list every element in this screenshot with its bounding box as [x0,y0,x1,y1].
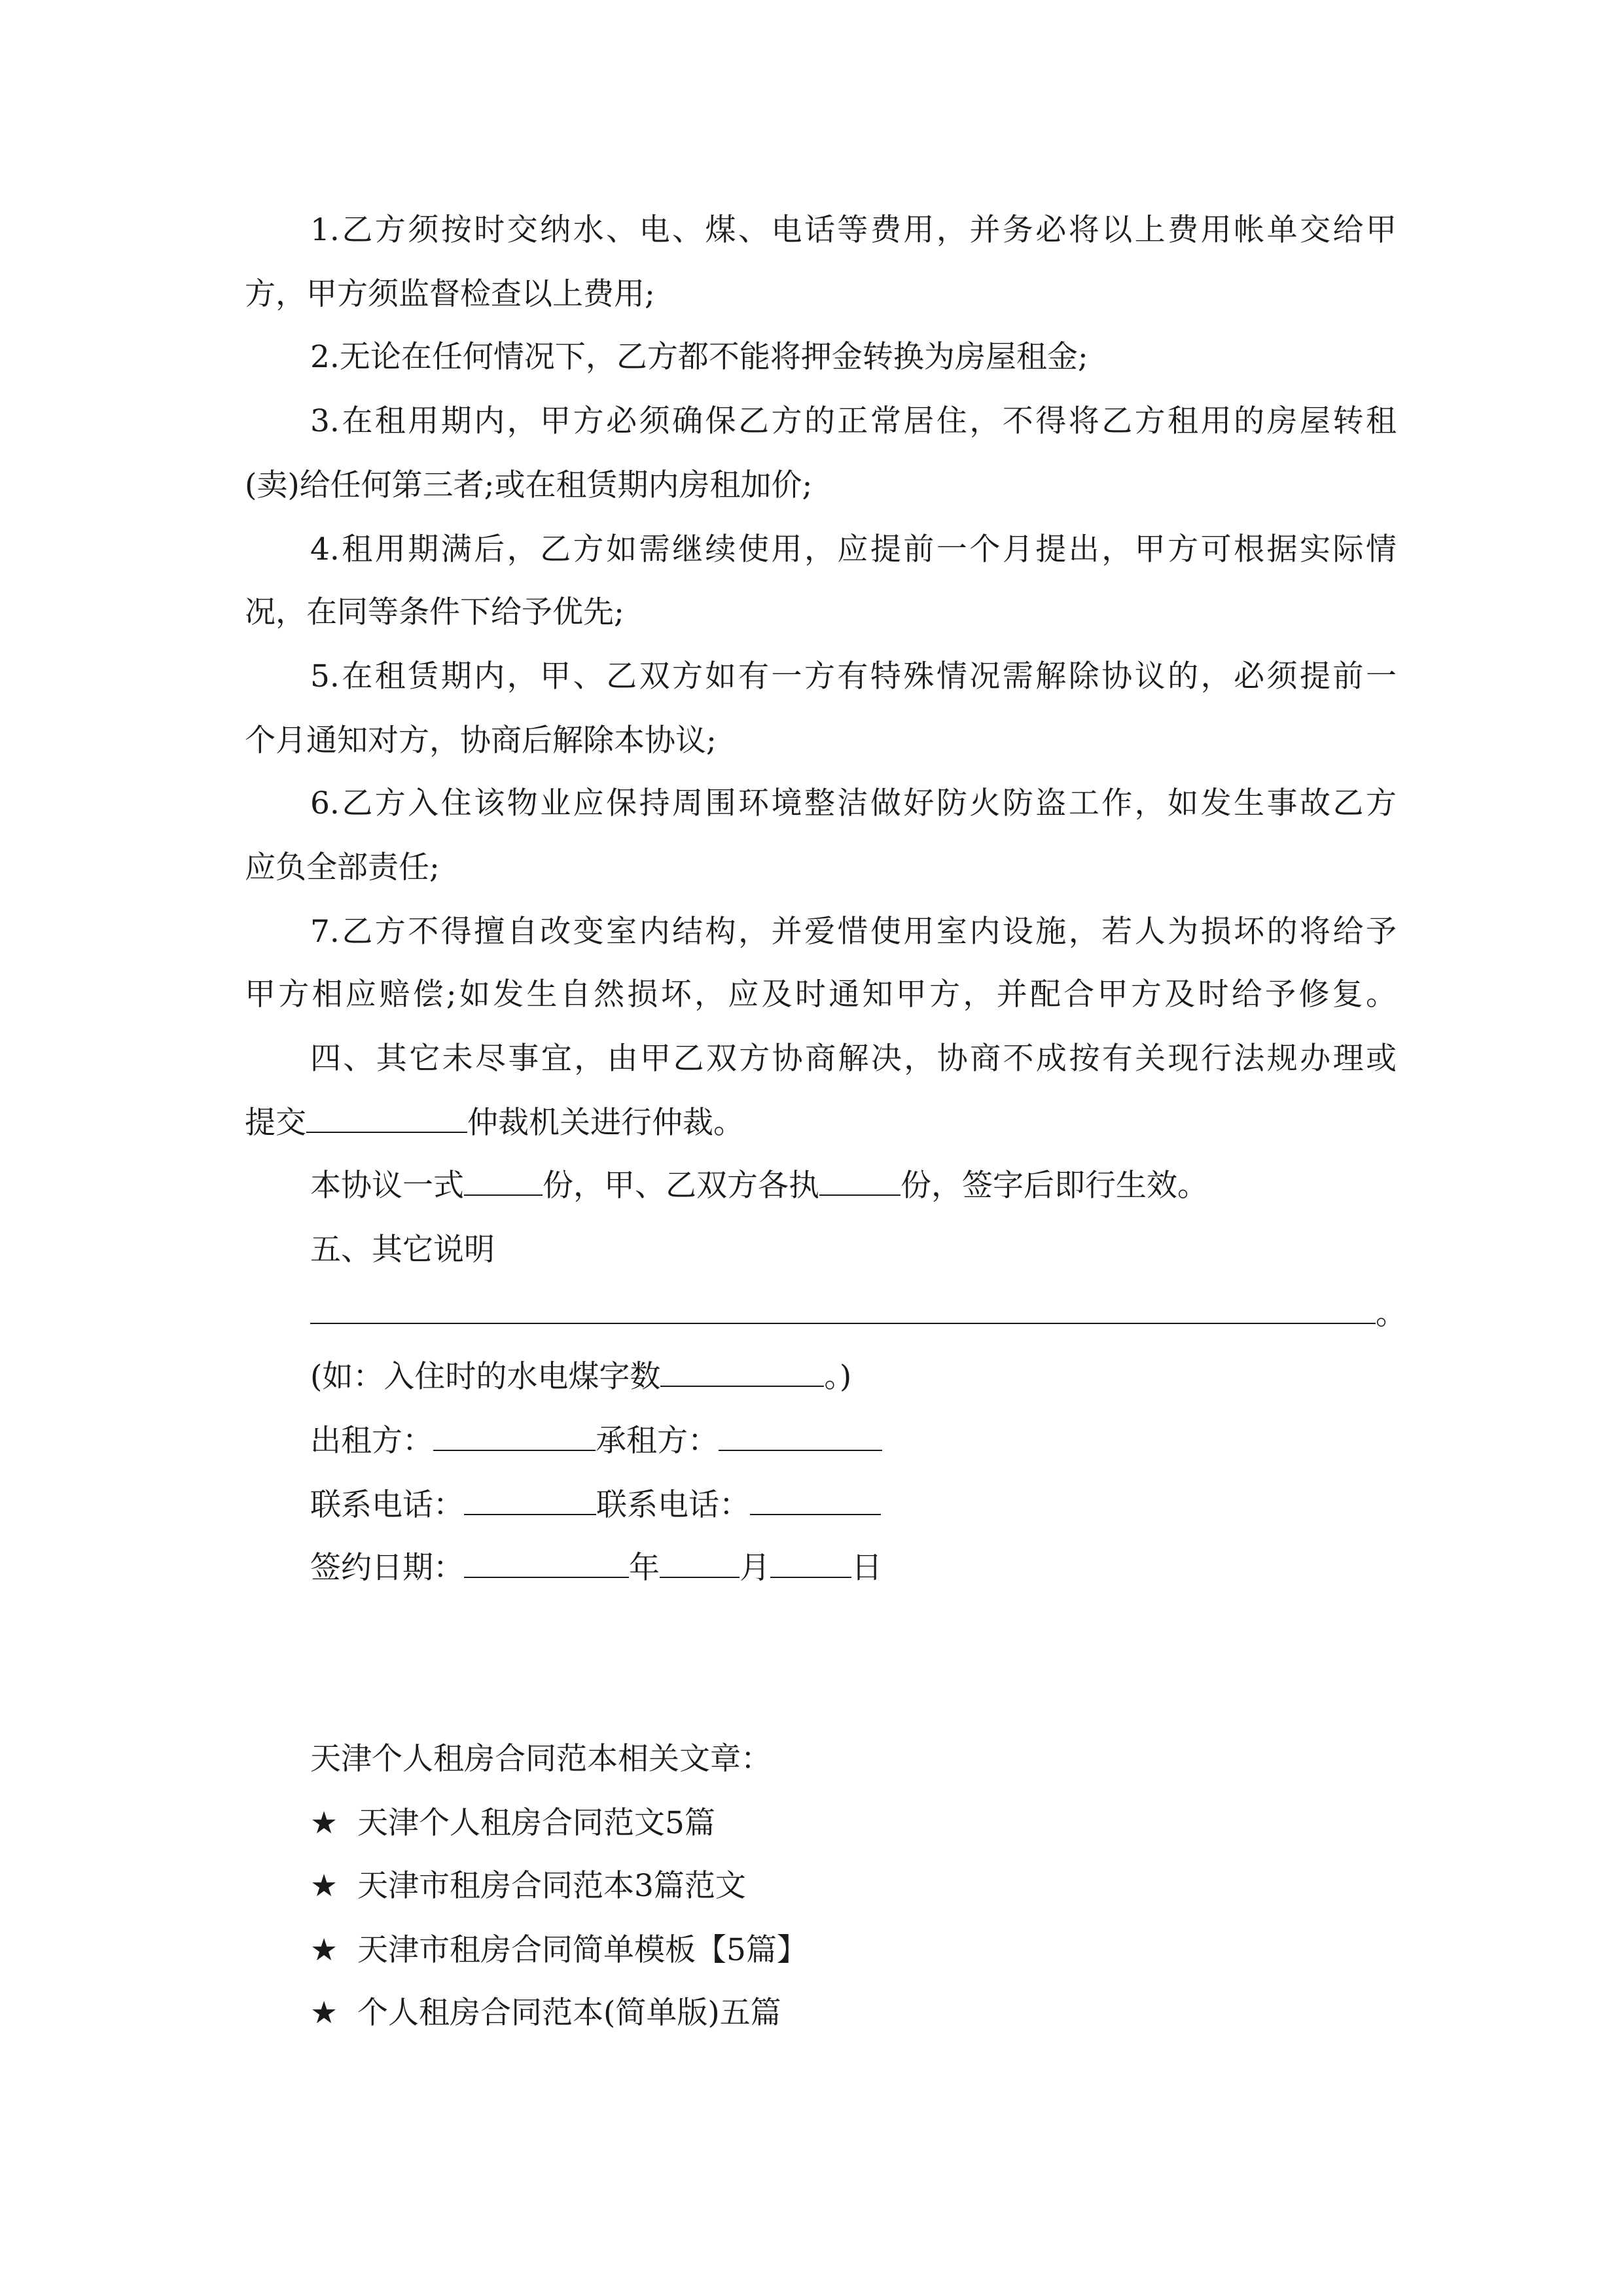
related-item[interactable] [310,1931,1397,1970]
section-4-line-2 [245,1103,1397,1143]
other-notes-blank [310,1295,1376,1324]
star-icon: ★ [310,1805,338,1841]
clause-7-line-2: 甲方相应赔偿;如发生自然损坏，应及时通知甲方，并配合甲方及时给予修复。 [245,977,1397,1013]
year-label: 年 [629,1550,660,1586]
other-notes-line [310,1295,1406,1334]
example-suffix: 。) [824,1359,852,1395]
section-4-suffix: 仲裁机关进行仲裁。 [467,1105,744,1141]
clause-5-line-2: 个月通知对方，协商后解除本协议; [245,723,717,759]
clause-4-line-2: 况，在同等条件下给予优先; [245,594,624,630]
lessor-blank [433,1422,596,1451]
other-notes-end: 。 [1376,1296,1406,1332]
meter-reading-blank [660,1358,824,1387]
copies-suffix: 份，签字后即行生效。 [901,1168,1208,1204]
clause-1-line-1: 1.乙方须按时交纳水、电、煤、电话等费用，并务必将以上费用帐单交给甲 [310,212,1397,248]
star-icon: ★ [310,1868,338,1904]
lessor-label: 出租方： [310,1423,433,1459]
phone-blank-1 [464,1486,596,1515]
related-link-3[interactable]: 天津市租房合同简单模板【5篇】 [357,1932,808,1968]
copies-mid: 份，甲、乙双方各执 [543,1168,819,1204]
clause-2-line-1: 2.无论在任何情况下，乙方都不能将押金转换为房屋租金; [310,339,1088,375]
clause-6-line-1: 6.乙方入住该物业应保持周围环境整洁做好防火防盗工作，如发生事故乙方 [310,785,1397,821]
related-item[interactable] [310,1867,1397,1906]
clause-7-line-1: 7.乙方不得擅自改变室内结构，并爱惜使用室内设施，若人为损坏的将给予 [310,914,1397,950]
phones-line [310,1486,1397,1525]
day-label: 日 [851,1550,882,1586]
example-line [310,1357,1397,1397]
month-label: 月 [740,1550,770,1586]
phone-label-2: 联系电话： [596,1487,750,1523]
example-prefix: (如：入住时的水电煤字数 [310,1359,661,1395]
related-link-2[interactable]: 天津市租房合同范本3篇范文 [357,1868,746,1904]
lessee-label: 承租方： [596,1423,719,1459]
phone-label-1: 联系电话： [310,1487,464,1523]
clause-4-line-1: 4.租用期满后，乙方如需继续使用，应提前一个月提出，甲方可根据实际情 [310,531,1397,567]
clause-5-line-1: 5.在租赁期内，甲、乙双方如有一方有特殊情况需解除协议的，必须提前一 [310,658,1397,694]
related-link-4[interactable]: 个人租房合同范本(简单版)五篇 [357,1995,781,2031]
lessee-blank [719,1422,882,1451]
phone-blank-2 [750,1486,881,1515]
star-icon: ★ [310,1932,338,1968]
section-4-line-1: 四、其它未尽事宜，由甲乙双方协商解决，协商不成按有关现行法规办理或 [310,1041,1397,1077]
clause-3-line-2: (卖)给任何第三者;或在租赁期内房租加价; [245,467,813,503]
related-item[interactable] [310,1994,1397,2033]
related-link-1[interactable]: 天津个人租房合同范文5篇 [357,1805,715,1841]
related-heading: 天津个人租房合同范本相关文章： [310,1741,772,1777]
date-label: 签约日期： [310,1550,464,1586]
copies-each-blank [819,1167,901,1196]
clause-6-line-2: 应负全部责任; [245,850,440,886]
copies-line [310,1166,1397,1206]
year-blank [464,1549,629,1578]
clause-3-line-1: 3.在租用期内，甲方必须确保乙方的正常居住，不得将乙方租用的房屋转租 [310,403,1397,439]
section-5-title: 五、其它说明 [310,1232,495,1268]
day-blank [770,1549,851,1578]
star-icon: ★ [310,1995,338,2031]
copies-prefix: 本协议一式 [310,1168,464,1204]
copies-total-blank [464,1167,543,1196]
date-line [310,1549,1397,1588]
section-4-prefix: 提交 [245,1105,306,1141]
parties-line [310,1422,1397,1461]
arbitration-blank [306,1104,467,1133]
clause-1-line-2: 方，甲方须监督检查以上费用; [245,276,655,312]
month-blank [660,1549,740,1578]
related-item[interactable] [310,1804,1397,1843]
